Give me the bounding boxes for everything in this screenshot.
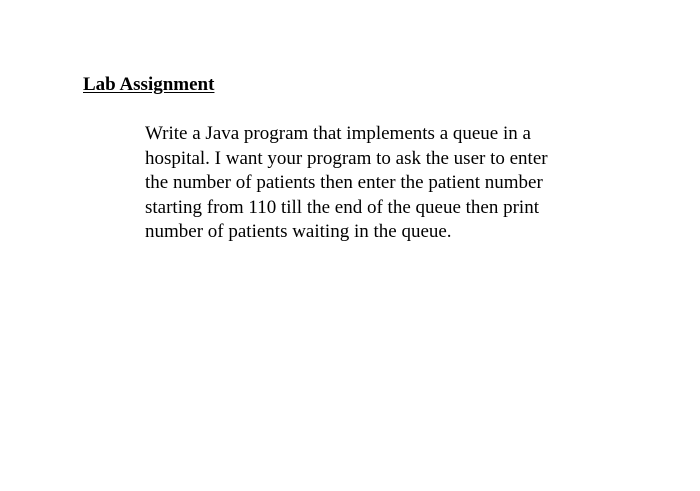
description-line: Write a Java program that implements a queue in a [145,123,531,144]
description-line: number of patients waiting in the queue. [145,221,452,242]
assignment-heading: Lab Assignment [83,74,215,95]
description-line: starting from 110 till the end of the queue then print [145,196,539,218]
description-line: hospital. I want your program to ask the user to enter [145,147,548,169]
assignment-description [145,122,605,245]
description-line: the number of patients then enter the patient number [145,172,543,193]
